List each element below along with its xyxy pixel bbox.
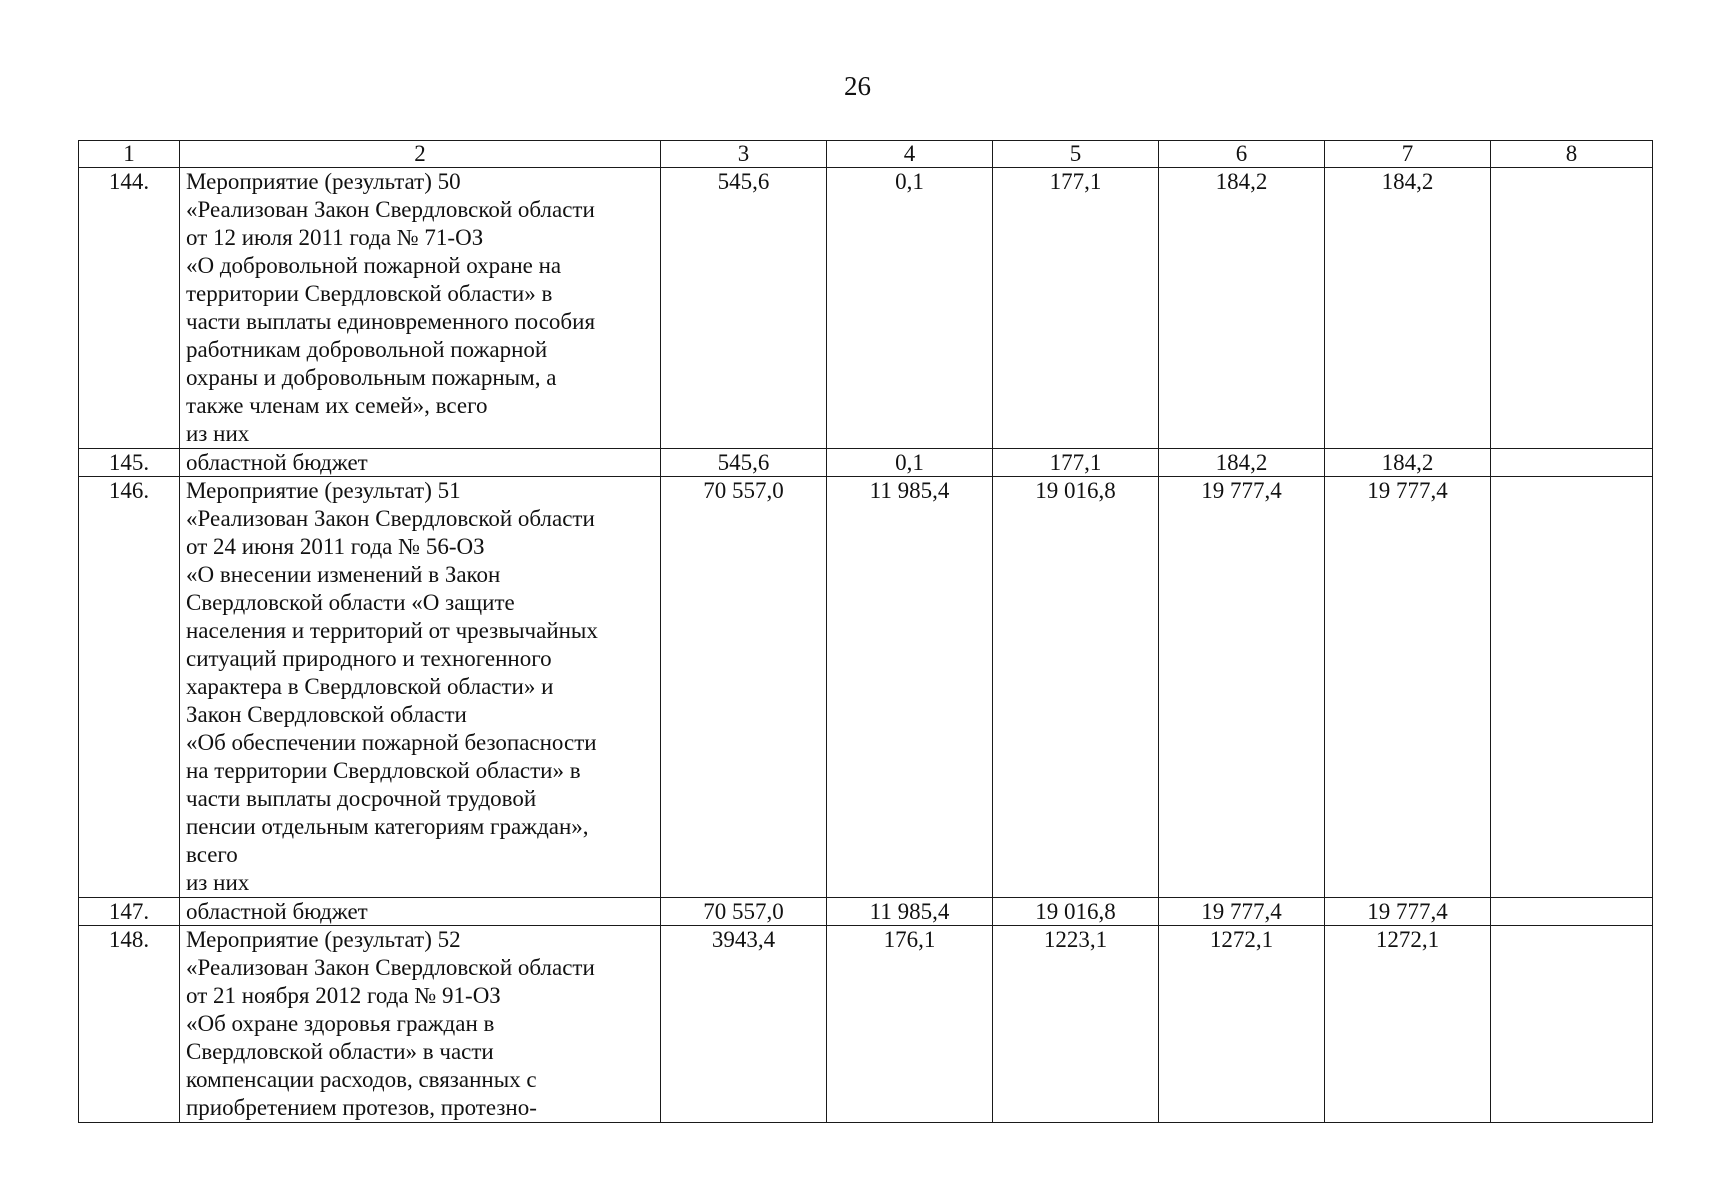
cell-value: 19 777,4 bbox=[1325, 477, 1491, 898]
row-number: 148. bbox=[79, 926, 180, 1123]
budget-table bbox=[78, 140, 1653, 1123]
cell-value: 19 777,4 bbox=[1159, 477, 1325, 898]
cell-value: 545,6 bbox=[661, 168, 827, 449]
row-description: областной бюджет bbox=[180, 449, 661, 477]
page-number: 26 bbox=[844, 71, 871, 101]
cell-value: 1272,1 bbox=[1325, 926, 1491, 1123]
cell-value: 19 777,4 bbox=[1159, 898, 1325, 926]
cell-value: 545,6 bbox=[661, 449, 827, 477]
column-header: 6 bbox=[1159, 141, 1325, 168]
cell-value bbox=[1491, 477, 1653, 898]
row-number: 145. bbox=[79, 449, 180, 477]
column-header: 7 bbox=[1325, 141, 1491, 168]
cell-value: 11 985,4 bbox=[827, 898, 993, 926]
table-row bbox=[79, 168, 1653, 449]
cell-value: 19 016,8 bbox=[993, 898, 1159, 926]
cell-value bbox=[1491, 926, 1653, 1123]
column-header: 3 bbox=[661, 141, 827, 168]
table-row bbox=[79, 477, 1653, 898]
cell-value: 70 557,0 bbox=[661, 477, 827, 898]
cell-value: 19 777,4 bbox=[1325, 898, 1491, 926]
cell-value: 0,1 bbox=[827, 168, 993, 449]
cell-value: 176,1 bbox=[827, 926, 993, 1123]
cell-value bbox=[1491, 168, 1653, 449]
row-description: Мероприятие (результат) 51 «Реализован Закон Свердловской области от 24 июня 2011 года № 56-ОЗ «О внесении изменений в Закон Свердловской области «О защите населения и территорий от чрезвычайных ситуаций природного и техногенного характера в Свердловской области» и Закон Свердловской области «Об обеспечении пожарной безопасности на территории Свердловской области» в части выплаты досрочной трудовой пенсии отдельным категориям граждан», всего из них bbox=[180, 477, 661, 898]
column-header: 5 bbox=[993, 141, 1159, 168]
row-description: Мероприятие (результат) 52 «Реализован Закон Свердловской области от 21 ноября 2012 года № 91-ОЗ «Об охране здоровья граждан в Свердловской области» в части компенсации расходов, связанных с приобретением протезов, протезно- bbox=[180, 926, 661, 1123]
row-description: областной бюджет bbox=[180, 898, 661, 926]
cell-value: 184,2 bbox=[1159, 449, 1325, 477]
table-header-row bbox=[79, 141, 1653, 168]
row-description: Мероприятие (результат) 50 «Реализован Закон Свердловской области от 12 июля 2011 года № 71-ОЗ «О добровольной пожарной охране на территории Свердловской области» в части выплаты единовременного пособия работникам добровольной пожарной охраны и добровольным пожарным, а также членам их семей», всего из них bbox=[180, 168, 661, 449]
row-number: 146. bbox=[79, 477, 180, 898]
cell-value bbox=[1491, 449, 1653, 477]
cell-value: 184,2 bbox=[1325, 168, 1491, 449]
cell-value: 177,1 bbox=[993, 168, 1159, 449]
table-row bbox=[79, 449, 1653, 477]
column-header: 2 bbox=[180, 141, 661, 168]
cell-value: 177,1 bbox=[993, 449, 1159, 477]
cell-value: 11 985,4 bbox=[827, 477, 993, 898]
cell-value: 1223,1 bbox=[993, 926, 1159, 1123]
column-header: 4 bbox=[827, 141, 993, 168]
cell-value: 184,2 bbox=[1159, 168, 1325, 449]
cell-value: 184,2 bbox=[1325, 449, 1491, 477]
table-row bbox=[79, 898, 1653, 926]
cell-value: 19 016,8 bbox=[993, 477, 1159, 898]
row-number: 147. bbox=[79, 898, 180, 926]
cell-value: 1272,1 bbox=[1159, 926, 1325, 1123]
column-header: 8 bbox=[1491, 141, 1653, 168]
table-row bbox=[79, 926, 1653, 1123]
cell-value: 0,1 bbox=[827, 449, 993, 477]
row-number: 144. bbox=[79, 168, 180, 449]
cell-value bbox=[1491, 898, 1653, 926]
cell-value: 70 557,0 bbox=[661, 898, 827, 926]
column-header: 1 bbox=[79, 141, 180, 168]
cell-value: 3943,4 bbox=[661, 926, 827, 1123]
